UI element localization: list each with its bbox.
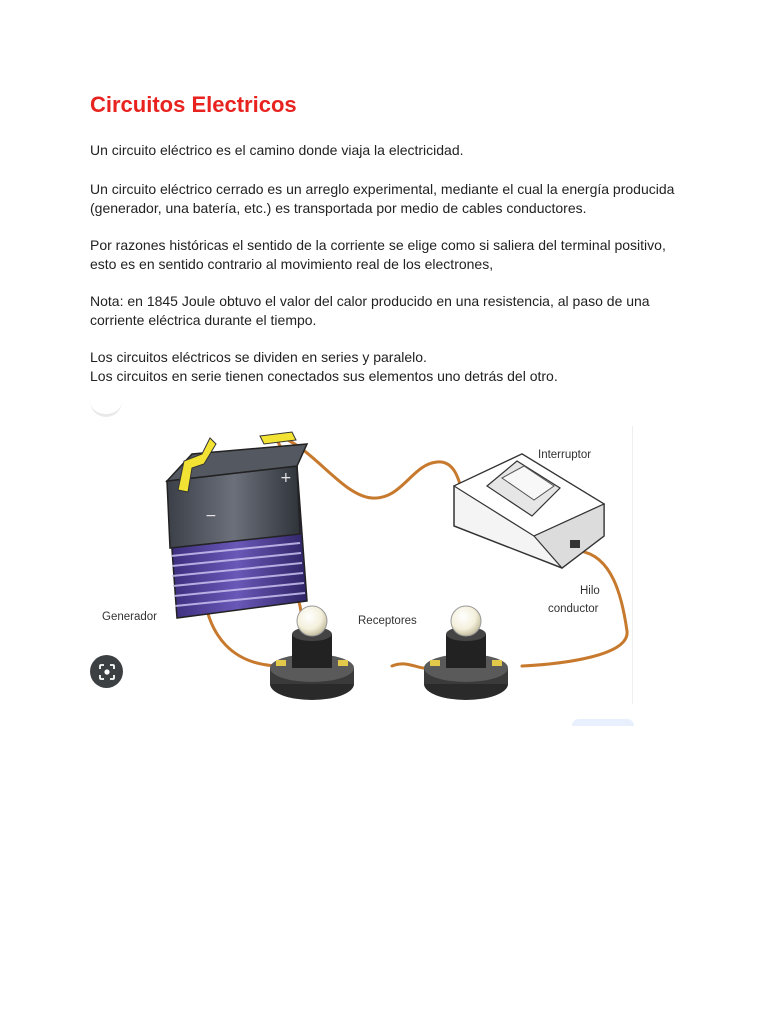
label-interruptor: Interruptor (538, 449, 592, 461)
image-caption-cutoff (90, 718, 650, 726)
paragraph-1 (90, 141, 690, 160)
paragraph-line: esto es en sentido contrario al movimiento real de los electrones, (90, 256, 494, 272)
page-title: Circuitos Electricos (90, 92, 297, 117)
paragraph-3 (90, 236, 690, 274)
paragraph-line: corriente eléctrica durante el tiempo. (90, 312, 317, 328)
label-conductor: conductor (548, 603, 599, 615)
receptor-bulb-2 (424, 606, 508, 700)
svg-text:−: − (205, 508, 217, 524)
visit-button-cutoff[interactable] (572, 719, 634, 726)
receptor-bulb-1 (270, 606, 354, 700)
circuit-diagram (92, 426, 632, 704)
paragraph-4 (90, 292, 690, 330)
label-generador: Generador (102, 611, 157, 623)
paragraph-line: Un circuito eléctrico es el camino donde viaja la electricidad. (90, 142, 464, 158)
paragraph-2 (90, 180, 690, 218)
paragraph-line: (generador, una batería, etc.) es transportada por medio de cables conductores. (90, 200, 587, 216)
paragraph-line: Nota: en 1845 Joule obtuvo el valor del calor producido en una resistencia, al paso de una (90, 293, 650, 309)
switch-interruptor (454, 454, 604, 568)
paragraph-line: Los circuitos en serie tienen conectados sus elementos uno detrás del otro. (90, 368, 558, 384)
image-top-edge (90, 398, 122, 417)
circuit-illustration[interactable] (92, 426, 632, 704)
paragraph-line: Un circuito eléctrico cerrado es un arreglo experimental, mediante el cual la energía producida (90, 181, 675, 197)
lens-search-button[interactable] (90, 655, 123, 688)
lens-search-icon (98, 663, 116, 681)
paragraph-line: Por razones históricas el sentido de la corriente se elige como si saliera del terminal positivo, (90, 237, 666, 253)
label-receptores: Receptores (358, 615, 417, 627)
svg-text:+: + (280, 470, 292, 486)
paragraph-5 (90, 348, 690, 386)
battery-generator (167, 432, 307, 618)
paragraph-line: Los circuitos eléctricos se dividen en series y paralelo. (90, 349, 427, 365)
label-hilo: Hilo (580, 585, 600, 597)
